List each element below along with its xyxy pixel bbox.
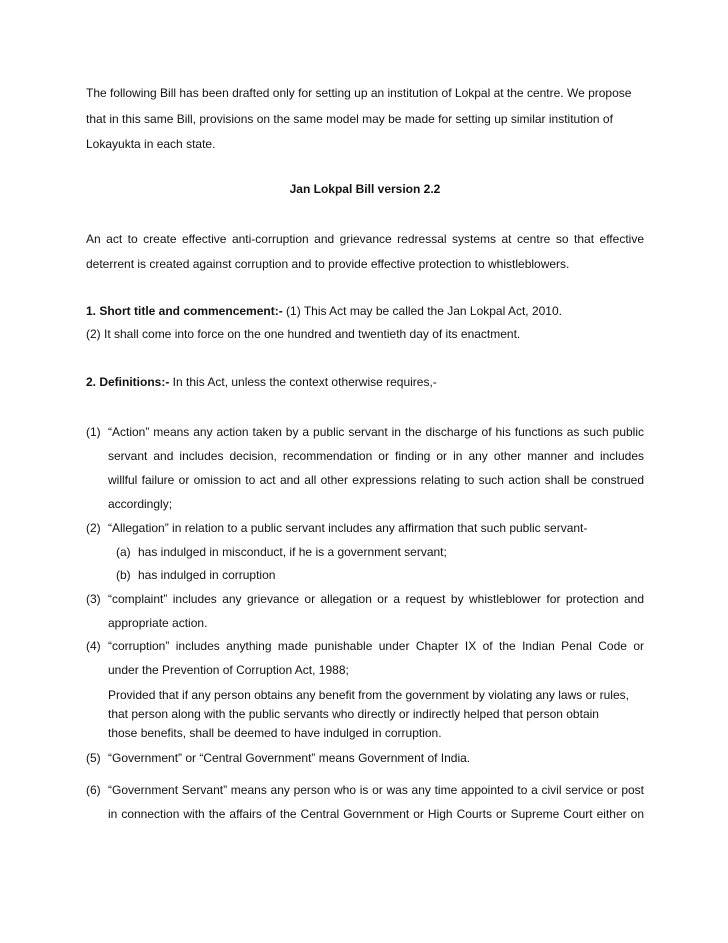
definition-line: “complaint” includes any grievance or allegation or a request by whistleblower for protection and (108, 592, 644, 606)
section-1-heading: 1. Short title and commencement:- (86, 304, 283, 318)
section-1-text: (1) This Act may be called the Jan Lokpal Act, 2010. (282, 304, 562, 318)
definition-number: (1) (86, 425, 101, 439)
sub-text: has indulged in misconduct, if he is a government servant; (138, 545, 447, 559)
preamble-line-2: deterrent is created against corruption and to provide effective protection to whistleblowers. (86, 257, 570, 271)
intro-line-3: Lokayukta in each state. (86, 137, 216, 151)
definition-number: (5) (86, 751, 101, 765)
definition-line: appropriate action. (108, 616, 208, 630)
definition-line: under the Prevention of Corruption Act, 1988; (108, 663, 349, 677)
sub-marker: (a) (116, 545, 131, 559)
sub-marker: (b) (116, 568, 131, 582)
definition-number: (4) (86, 639, 101, 653)
section-2-heading: 2. Definitions:- (86, 375, 170, 389)
section-2-text: In this Act, unless the context otherwise requires,- (169, 375, 437, 389)
section-2 (86, 375, 644, 389)
definition-line: willful failure or omission to act and all other expressions relating to such action shall be construed (108, 473, 644, 487)
sub-text: has indulged in corruption (138, 568, 276, 582)
intro-line-1: The following Bill has been drafted only for setting up an institution of Lokpal at the centre. We propose (86, 86, 632, 100)
definition-2-sub-b (116, 563, 275, 587)
preamble-line-1: An act to create effective anti-corruption and grievance redressal systems at centre so that effective (86, 232, 644, 246)
definition-line: “Government Servant” means any person who is or was any time appointed to a civil service or post (108, 783, 644, 797)
intro-line-2: that in this same Bill, provisions on the same model may be made for setting up similar institution of (86, 112, 613, 126)
proviso-line: Provided that if any person obtains any benefit from the government by violating any laws or rules, (108, 688, 629, 702)
document-title: Jan Lokpal Bill version 2.2 (289, 182, 441, 196)
definition-number: (3) (86, 592, 101, 606)
proviso-line: those benefits, shall be deemed to have indulged in corruption. (108, 726, 442, 740)
section-1-clause-2: (2) It shall come into force on the one hundred and twentieth day of its enactment. (86, 327, 521, 341)
definition-2-sub-a (116, 540, 447, 564)
proviso-line: that person along with the public servants who directly or indirectly helped that person obtain (108, 707, 599, 721)
definition-number: (2) (86, 521, 101, 535)
definition-line: “Government” or “Central Government” means Government of India. (108, 751, 471, 765)
definition-line: “corruption” includes anything made punishable under Chapter IX of the Indian Penal Code or (108, 639, 644, 653)
definition-line: “Action” means any action taken by a public servant in the discharge of his functions as such public (108, 425, 644, 439)
definition-line: “Allegation” in relation to a public servant includes any affirmation that such public servant- (108, 521, 588, 535)
section-1 (86, 304, 644, 318)
definition-line: in connection with the affairs of the Central Government or High Courts or Supreme Court either on (108, 807, 644, 821)
definition-line: accordingly; (108, 497, 173, 511)
definition-line: servant and includes decision, recommendation or finding or in any other manner and includes (108, 449, 644, 463)
definition-number: (6) (86, 783, 101, 797)
